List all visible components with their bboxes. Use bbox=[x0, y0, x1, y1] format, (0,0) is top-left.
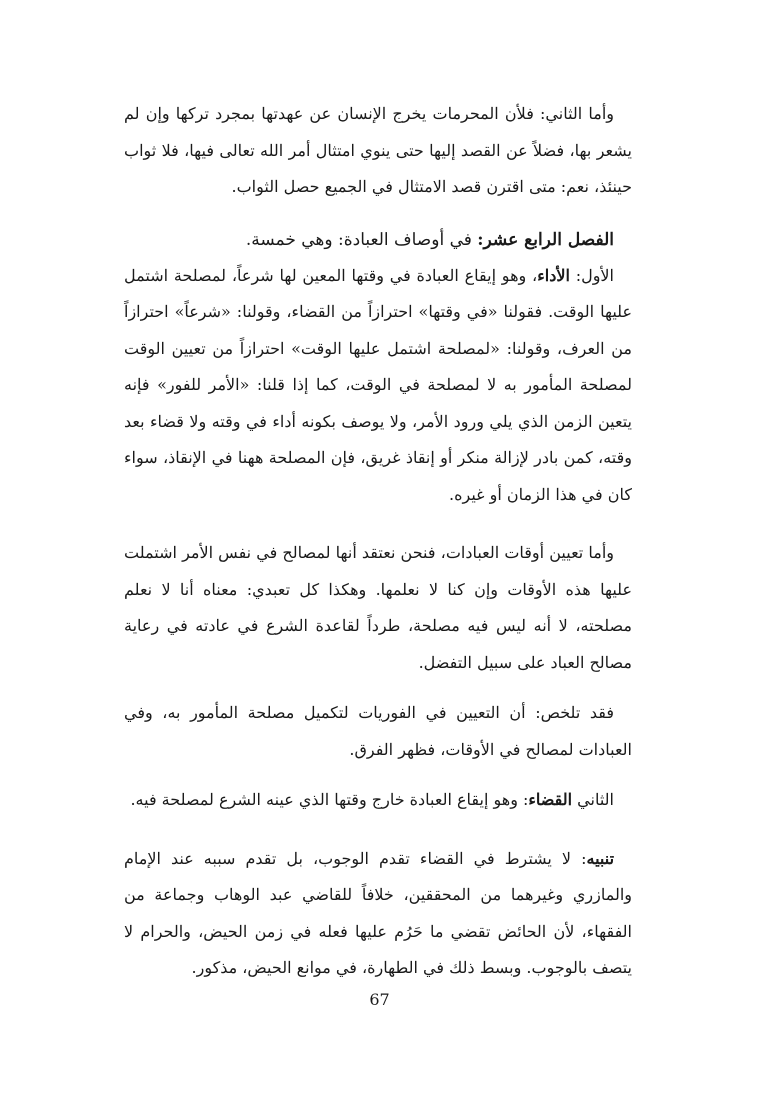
paragraph-1-text: وأما الثاني: فلأن المحرمات يخرج الإنسان عن عهدتها بمجرد تركها وإن لم يشعر بها، فضلاً عن القصد إليها حتى ينوي امتثال أمر الله تعالى فيها، فلا ثواب حينئذ، نعم: متى اقترن قصد الامتثال في الجميع حصل الثواب. bbox=[124, 104, 632, 196]
section-heading bbox=[124, 222, 632, 258]
paragraph-note bbox=[124, 841, 632, 987]
paragraph-timing bbox=[124, 535, 632, 681]
page-body bbox=[124, 96, 632, 987]
paragraph-summary-text: فقد تلخص: أن التعيين في الفوريات لتكميل مصلحة المأمور به، وفي العبادات لمصالح في الأوقات، فظهر الفرق. bbox=[124, 703, 632, 759]
section-heading-subtitle: في أوصاف العبادة: وهي خمسة. bbox=[245, 229, 478, 250]
paragraph-summary bbox=[124, 695, 632, 768]
paragraph-qada-text: : وهو إيقاع العبادة خارج وقتها الذي عينه الشرع لمصلحة فيه. bbox=[130, 790, 529, 809]
section-heading-title: الفصل الرابع عشر: bbox=[477, 229, 614, 250]
paragraph-note-text: : لا يشترط في القضاء تقدم الوجوب، بل تقدم سببه عند الإمام والمازري وغيرهما من المحققين، خلافاً للقاضي عبد الوهاب وجماعة من الفقهاء، لأن الحائض تقضي ما حَرُم عليها فعله في زمن الحيض، والحرام لا يتصف بالوجوب. وبسط ذلك في الطهارة، في موانع الحيض، مذكور. bbox=[124, 848, 632, 977]
paragraph-qada bbox=[124, 782, 632, 819]
paragraph-ada-text: ، وهو إيقاع العبادة في وقتها المعين لها شرعاً، لمصلحة اشتمل عليها الوقت. فقولنا «في وقتها» احترازاً من القضاء، وقولنا: «شرعاً» احترازاً من العرف، وقولنا: «لمصلحة اشتمل عليها الوقت» احترازاً من تعيين الوقت لمصلحة المأمور به لا لمصلحة في الوقت، كما إذا قلنا: «الأمر للفور» فإنه يتعين الزمن الذي يلي ورود الأمر، ولا يوصف بكونه أداء في وقته ولا قضاء بعد وقته، كمن بادر لإزالة منكر أو إنقاذ غريق، فإن المصلحة ههنا في الإنقاذ، سواء كان في هذا الزمان أو غيره. bbox=[124, 265, 632, 504]
term-qada: القضاء bbox=[528, 790, 573, 809]
paragraph-ada-lead: الأول: bbox=[569, 265, 615, 285]
paragraph-qada-lead: الثاني bbox=[572, 790, 614, 809]
page-number: 67 bbox=[369, 990, 390, 1009]
paragraph-1 bbox=[124, 96, 632, 206]
paragraph-ada bbox=[124, 258, 632, 514]
paragraph-timing-text: وأما تعيين أوقات العبادات، فنحن نعتقد أنها لمصالح في نفس الأمر اشتملت عليها هذه الأوقات وإن كنا لا نعلمها. وهكذا كل تعبدي: معناه أنا لا نعلم مصلحته، لا أنه ليس فيه مصلحة، طرداً لقاعدة الشرع في عادته في رعاية مصالح العباد على سبيل التفضل. bbox=[124, 543, 633, 672]
term-ada: الأداء bbox=[537, 265, 570, 285]
term-note: تنبيه bbox=[586, 848, 615, 868]
